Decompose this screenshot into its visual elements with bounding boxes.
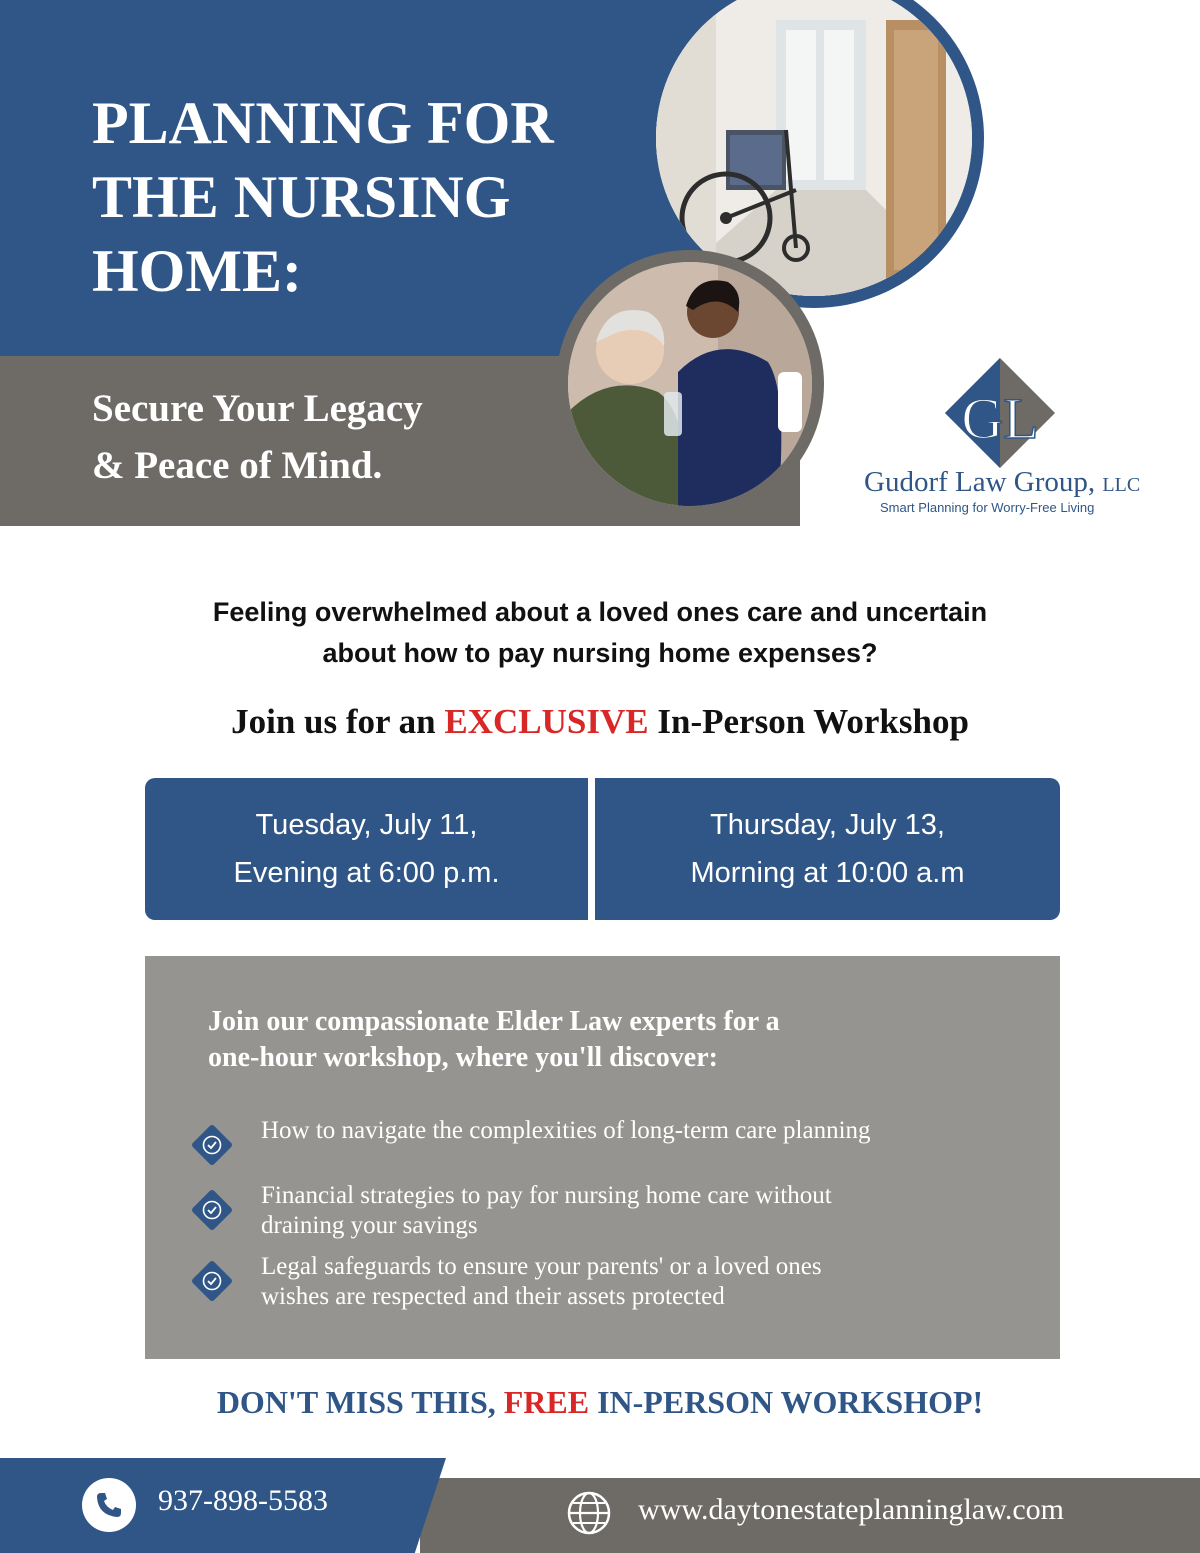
logo-suffix: LLC	[1102, 474, 1141, 496]
subtitle-line: Secure Your Legacy	[92, 387, 423, 430]
globe-icon	[566, 1490, 612, 1536]
session-day: Thursday, July 13,	[710, 809, 945, 841]
invite-before: Join us for an	[231, 702, 445, 741]
invite-after: In-Person Workshop	[648, 702, 969, 741]
bullet-text	[261, 1181, 1021, 1241]
intro-line: Feeling overwhelmed about a loved ones care and uncertain	[212, 597, 988, 627]
lead-line: one-hour workshop, where you'll discover:	[208, 1042, 718, 1073]
logo-tagline: Smart Planning for Worry-Free Living	[880, 500, 1095, 515]
phone-number-link[interactable]: 937-898-5583	[158, 1484, 328, 1517]
session-card-tuesday	[145, 778, 588, 920]
bullet-line: draining your savings	[261, 1212, 478, 1239]
bullet-line: Legal safeguards to ensure your parents' or a loved ones	[261, 1253, 822, 1280]
logo-name	[864, 466, 1144, 499]
cta-after: IN-PERSON WORKSHOP!	[589, 1384, 984, 1420]
logo-name-text: Gudorf Law Group,	[864, 466, 1096, 498]
bullet-line: Financial strategies to pay for nursing home care without	[261, 1182, 832, 1209]
invite-heading	[100, 702, 1100, 742]
bullet-text	[261, 1116, 1021, 1146]
check-icon	[201, 1134, 223, 1156]
check-icon	[201, 1199, 223, 1221]
subtitle-line: & Peace of Mind.	[92, 444, 383, 487]
invite-highlight: EXCLUSIVE	[444, 702, 649, 741]
details-lead	[208, 1004, 968, 1076]
cta-heading	[100, 1384, 1100, 1421]
phone-icon	[82, 1478, 136, 1532]
intro-line: about how to pay nursing home expenses?	[322, 638, 878, 668]
bullet-line: How to navigate the complexities of long-term care planning	[261, 1117, 871, 1144]
cta-before: DON'T MISS THIS,	[216, 1384, 504, 1420]
title-line: THE NURSING	[92, 164, 511, 230]
title-line: HOME:	[92, 238, 302, 304]
check-icon	[201, 1270, 223, 1292]
session-card-thursday	[595, 778, 1060, 920]
session-time: Evening at 6:00 p.m.	[233, 857, 500, 889]
page-subtitle	[92, 380, 552, 494]
bullet-line: wishes are respected and their assets protected	[261, 1283, 725, 1310]
page-title	[92, 86, 632, 308]
website-link[interactable]: www.daytonestateplanninglaw.com	[638, 1493, 1064, 1526]
title-line: PLANNING FOR	[92, 90, 554, 156]
gudorf-logo-mark	[945, 358, 1055, 468]
workshop-details-panel	[145, 956, 1060, 1359]
session-time: Morning at 10:00 a.m	[690, 857, 965, 889]
intro-question	[100, 592, 1100, 674]
lead-line: Join our compassionate Elder Law experts for a	[208, 1006, 780, 1037]
logo-monogram: GL	[961, 386, 1039, 451]
bullet-text	[261, 1252, 1021, 1312]
cta-highlight: FREE	[503, 1384, 590, 1420]
session-day: Tuesday, July 11,	[255, 809, 478, 841]
